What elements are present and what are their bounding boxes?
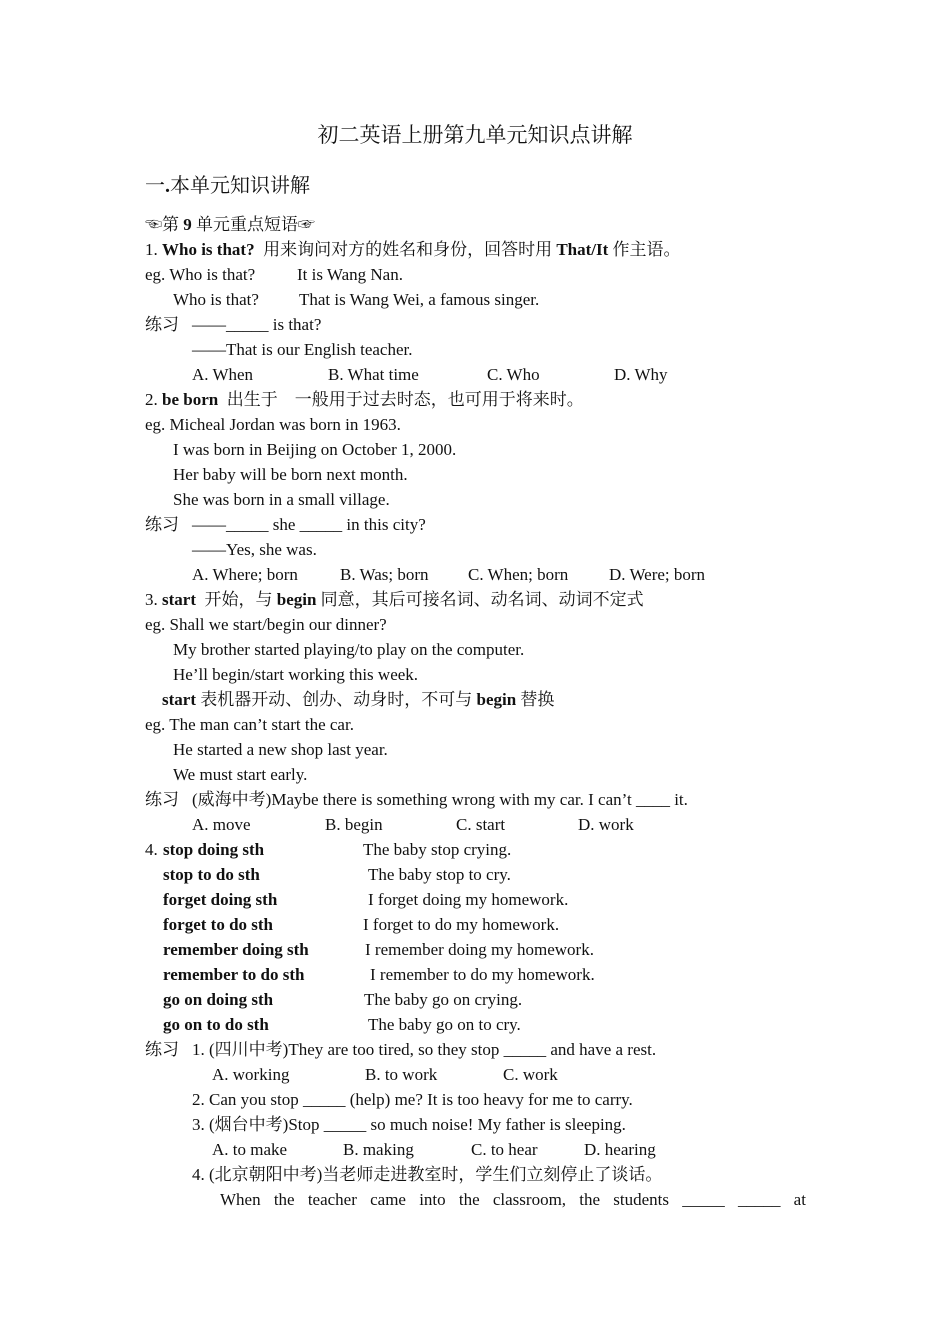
- word: classroom,: [492, 1190, 567, 1209]
- item-4-number: 4.: [145, 840, 162, 859]
- exercise-question-3: 3. (烟台中考)Stop _____ so much noise! My father is sleeping.: [192, 1115, 626, 1134]
- phrase-example: The baby go on crying.: [364, 990, 523, 1009]
- exercise-question-4: 4. (北京朝阳中考)当老师走进教室时，学生们立刻停止了谈话。: [192, 1165, 663, 1184]
- option-c: C. When; born: [468, 565, 569, 584]
- option-d: D. Why: [614, 365, 668, 384]
- pointing-left-hand-icon: ☜: [145, 215, 162, 234]
- exercise-label: 练习: [145, 315, 179, 334]
- option-a: A. move: [192, 815, 251, 834]
- example-sentence: eg. Who is that?: [145, 265, 256, 284]
- example-sentence: My brother started playing/to play on the computer.: [173, 640, 525, 659]
- translation-line: [220, 1188, 806, 1212]
- option-d: D. hearing: [584, 1140, 656, 1159]
- option-c: C. start: [456, 815, 506, 834]
- phrase-example: I forget doing my homework.: [368, 890, 569, 909]
- exercise-answer: ——That is our English teacher.: [192, 340, 413, 359]
- note-text-end: 替换: [516, 690, 555, 709]
- note-term: begin: [476, 690, 517, 709]
- example-sentence: We must start early.: [173, 765, 308, 784]
- word: into: [419, 1190, 446, 1209]
- option-b: B. What time: [328, 365, 419, 384]
- phrase-term: remember to do sth: [163, 965, 305, 984]
- item-1-heading: [145, 238, 681, 262]
- note-term: start: [162, 690, 196, 709]
- item-term: start: [162, 590, 196, 609]
- exercise-question-1: 1. (四川中考)They are too tired, so they stop _____ and have a rest.: [192, 1040, 657, 1059]
- option-c: C. work: [503, 1065, 558, 1084]
- example-sentence: eg. Shall we start/begin our dinner?: [145, 615, 387, 634]
- exercise-label: 练习: [145, 1040, 179, 1059]
- item-description: 出生于 一般用于过去时态，也可用于将来时。: [218, 390, 584, 409]
- item-3-heading: [145, 588, 644, 612]
- item-description-term: That/It: [556, 240, 609, 259]
- word: students: [613, 1190, 669, 1209]
- item-number: 3.: [145, 590, 162, 609]
- section-number: 一: [145, 175, 165, 197]
- example-sentence: I was born in Beijing on October 1, 2000.: [173, 440, 457, 459]
- example-answer: That is Wang Wei, a famous singer.: [299, 290, 540, 309]
- example-sentence: He started a new shop last year.: [173, 740, 388, 759]
- example-sentence: eg. The man can’t start the car.: [145, 715, 354, 734]
- example-answer: It is Wang Nan.: [297, 265, 403, 284]
- option-a: A. Where; born: [192, 565, 298, 584]
- example-sentence: He’ll begin/start working this week.: [173, 665, 419, 684]
- option-b: B. making: [343, 1140, 414, 1159]
- option-b: B. Was; born: [340, 565, 429, 584]
- item-description-end: 作主语。: [608, 240, 681, 259]
- example-sentence: Who is that?: [173, 290, 259, 309]
- example-sentence: Her baby will be born next month.: [173, 465, 408, 484]
- item-number: 1.: [145, 240, 162, 259]
- phrase-term: forget to do sth: [163, 915, 274, 934]
- section-dot: .: [165, 175, 170, 197]
- item-description: 用来询问对方的姓名和身份，回答时用: [254, 240, 557, 259]
- option-a: A. working: [212, 1065, 290, 1084]
- option-c: C. Who: [487, 365, 540, 384]
- phrase-term: stop to do sth: [163, 865, 260, 884]
- option-a: A. to make: [212, 1140, 288, 1159]
- phrases-heading: [145, 213, 315, 237]
- option-d: D. work: [578, 815, 634, 834]
- section-heading: [145, 171, 310, 201]
- example-sentence: eg. Micheal Jordan was born in 1963.: [145, 415, 401, 434]
- item-description: 开始，与: [195, 590, 277, 609]
- pointing-right-hand-icon: ☞: [298, 215, 315, 234]
- word: teacher: [307, 1190, 357, 1209]
- word: at: [793, 1190, 806, 1209]
- item-description-term: begin: [276, 590, 317, 609]
- phrase-term: stop doing sth: [163, 840, 265, 859]
- exercise-question: ——_____ is that?: [192, 315, 322, 334]
- phrase-example: The baby go on to cry.: [368, 1015, 521, 1034]
- answer-blank: _____: [682, 1190, 725, 1209]
- phrase-example: I forget to do my homework.: [363, 915, 560, 934]
- phrase-example: The baby stop crying.: [363, 840, 512, 859]
- word: the: [579, 1190, 601, 1209]
- option-d: D. Were; born: [609, 565, 706, 584]
- exercise-label: 练习: [145, 790, 179, 809]
- exercise-question: (威海中考)Maybe there is something wrong with my car. I can’t ____ it.: [192, 790, 688, 809]
- phrase-term: go on to do sth: [163, 1015, 269, 1034]
- item-2-heading: [145, 388, 584, 412]
- option-b: B. begin: [325, 815, 383, 834]
- page-title: 初二英语上册第九单元知识点讲解: [317, 123, 633, 147]
- phrases-heading-pre: 第: [162, 215, 184, 234]
- phrase-example: I remember to do my homework.: [370, 965, 595, 984]
- phrase-term: forget doing sth: [163, 890, 278, 909]
- unit-number: 9: [183, 215, 192, 234]
- section-title: 本单元知识讲解: [170, 175, 310, 197]
- word: When: [220, 1190, 261, 1209]
- phrase-term: remember doing sth: [163, 940, 309, 959]
- phrase-example: The baby stop to cry.: [368, 865, 511, 884]
- exercise-question-2: 2. Can you stop _____ (help) me? It is too heavy for me to carry.: [192, 1090, 633, 1109]
- item-term: Who is that?: [162, 240, 255, 259]
- answer-blank: _____: [737, 1190, 781, 1209]
- usage-note: [162, 688, 554, 712]
- option-c: C. to hear: [471, 1140, 538, 1159]
- example-sentence: She was born in a small village.: [173, 490, 390, 509]
- phrase-example: I remember doing my homework.: [365, 940, 594, 959]
- option-a: A. When: [192, 365, 254, 384]
- note-text: 表机器开动、创办、动身时，不可与: [195, 690, 477, 709]
- word: the: [273, 1190, 295, 1209]
- exercise-label: 练习: [145, 515, 179, 534]
- exercise-answer: ——Yes, she was.: [192, 540, 317, 559]
- phrase-term: go on doing sth: [163, 990, 274, 1009]
- word: came: [370, 1190, 406, 1209]
- phrases-heading-post: 单元重点短语: [191, 215, 298, 234]
- item-description-end: 同意，其后可接名词、动名词、动词不定式: [316, 590, 644, 609]
- option-b: B. to work: [365, 1065, 438, 1084]
- item-term: be born: [162, 390, 219, 409]
- exercise-question: ——_____ she _____ in this city?: [192, 515, 426, 534]
- item-number: 2.: [145, 390, 162, 409]
- word: the: [458, 1190, 480, 1209]
